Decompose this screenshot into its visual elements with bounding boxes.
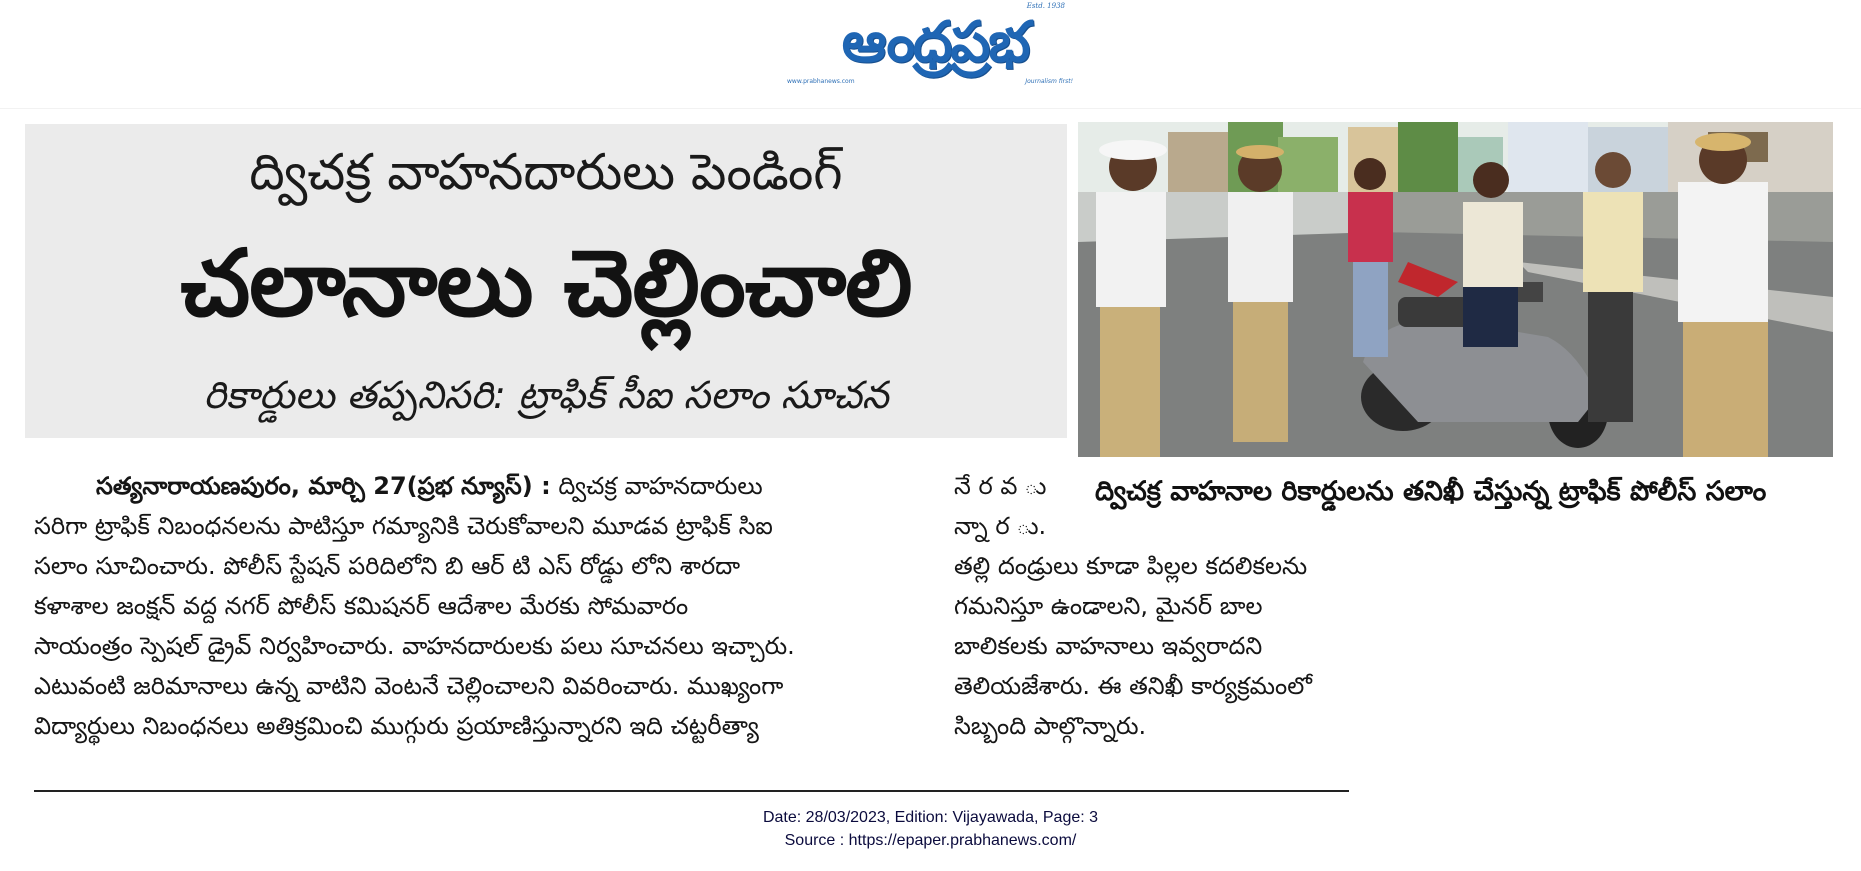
masthead-tagline: Journalism first! [1025, 78, 1073, 85]
article-line: న్నా ర ు. [954, 512, 1047, 540]
masthead-site-url: www.prabhanews.com [787, 78, 855, 85]
article-line: తల్లి దండ్రులు కూడా పిల్లల కదలికలను [954, 552, 1308, 580]
article-line: గమనిస్తూ ఉండాలని, మైనర్ బాల [954, 592, 1263, 620]
epaper-footer [0, 806, 1861, 852]
article-line [34, 466, 909, 506]
photo-caption: ద్విచక్ర వాహనాల రికార్డులను తనిఖీ చేస్తున్న ట్రాఫిక్ పోలీస్ సలాం [1095, 476, 1767, 507]
article-body-right [954, 466, 1386, 746]
article-line-text: ద్విచక్ర వాహనదారులు [558, 472, 763, 500]
source-link[interactable]: Source : https://epaper.prabhanews.com/ [784, 832, 1077, 849]
article-line: సిబ్బంది పాల్గొన్నారు. [954, 712, 1147, 740]
article-line: సలాం సూచించారు. పోలీస్ స్టేషన్ పరిదిలోని బి ఆర్ టి ఎస్ రోడ్డు లోని శారదా [34, 552, 741, 580]
article-dateline: సత్యనారాయణపురం, మార్చి 27(ప్రభ న్యూస్) : [96, 472, 551, 500]
article-line: ఎటువంటి జరిమానాలు ఉన్న వాటిని వెంటనే చెల్లించాలని వివరించారు. ముఖ్యంగా [34, 672, 784, 700]
newspaper-logo: ఆంధ్రప్రభ [841, 10, 1029, 75]
article-body-left [34, 466, 909, 746]
edition-info: Date: 28/03/2023, Edition: Vijayawada, Page: 3 [762, 809, 1099, 826]
masthead [785, 0, 1085, 92]
article-line: సాయంత్రం స్పెషల్ డ్రైవ్ నిర్వహించారు. వాహనదారులకు పలు సూచనలు ఇచ్చారు. [34, 632, 795, 660]
article-end-rule [34, 790, 1349, 792]
article-line: బాలికలకు వాహనాలు ఇవ్వరాదని [954, 632, 1263, 660]
article-line: నే ర వ ు [954, 472, 1047, 500]
masthead-estd: Estd. 1938 [1026, 2, 1065, 10]
masthead-divider [0, 108, 1861, 109]
article-line: కళాశాల జంక్షన్ వద్ద నగర్ పోలీస్ కమిషనర్ ఆదేశాల మేరకు సోమవారం [34, 592, 689, 620]
headline-deck: రికార్డులు తప్పనిసరి: ట్రాఫిక్ సీఐ సలాం సూచన [203, 373, 889, 417]
headline-kicker: ద్విచక్ర వాహనదారులు పెండింగ్ [249, 143, 843, 201]
article-line: తెలియజేశారు. ఈ తనిఖీ కార్యక్రమంలో [954, 672, 1312, 700]
article-line: సరిగా ట్రాఫిక్ నిబంధనలను పాటిస్తూ గమ్యానికి చెరుకోవాలని మూడవ ట్రాఫిక్ సిఐ [34, 512, 773, 540]
main-headline: చలానాలు చెల్లించాలి [180, 230, 912, 337]
article-line: విద్యార్థులు నిబంధనలు అతిక్రమించి ముగ్గురు ప్రయాణిస్తున్నారని ఇది చట్టరీత్యా [34, 712, 759, 740]
news-photo [1078, 122, 1833, 457]
headline-box [25, 124, 1067, 438]
photo-traffic-check-illustration [1078, 122, 1833, 457]
